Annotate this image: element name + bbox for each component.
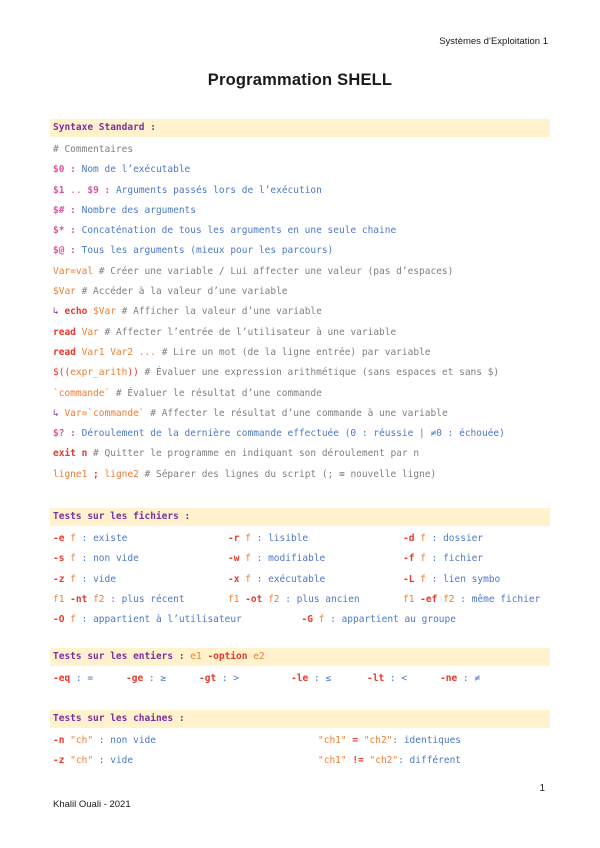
section-heading-entiers: Tests sur les entiers : e1 -option e2 [50,648,550,666]
strings-row [50,731,550,751]
file-test-cell: -e f : existe [53,533,128,544]
files-row-owner-group [50,610,550,630]
syntax-lines [50,140,550,485]
string-test-cell: -z "ch" : vide [53,755,134,767]
file-test-cell: -s f : non vide [53,553,139,565]
files-table [50,529,550,630]
code-line-dollar1-9: $1 .. $9 : Arguments passés lors de l’exécution [53,184,322,196]
file-test-cell: -d f : dossier [403,533,484,544]
code-line-dollar-star: $* : Concaténation de tous les arguments en une seule chaine [53,225,397,237]
files-row [50,549,550,569]
section-tests-chaines [50,710,550,772]
file-test-cell: f1 -ot f2 : plus ancien [228,593,360,605]
string-test-cell: "ch1" = "ch2": identiques [318,735,462,746]
file-test-cell: f1 -nt f2 : plus récent [53,593,185,605]
section-heading-syntaxe: Syntaxe Standard : [50,119,550,137]
file-test-cell: -x f : exécutable [228,573,326,585]
integer-test-item: -le : ≤ [291,673,332,684]
code-line-var-assign: Var=val # Créer une variable / Lui affecter une valeur (pas d’espaces) [53,265,454,277]
integer-test-item: -ge : ≥ [126,673,167,684]
file-test-cell: f1 -ef f2 : même fichier [403,593,541,605]
code-line-arith: $((expr_arith)) # Évaluer une expression arithmétique (sans espaces et sans $) [53,367,500,379]
code-line-dollar-at: $@ : Tous les arguments (mieux pour les parcours) [53,245,334,257]
section-tests-fichiers [50,508,550,630]
file-test-cell: -f f : fichier [403,553,484,565]
files-row [50,529,550,549]
integer-test-item: -eq : = [53,673,94,684]
code-line-read-multi: read Var1 Var2 ... # Lire un mot (de la ligne entrée) par variable [53,346,431,358]
files-row [50,590,550,610]
code-line-exit: exit n # Quitter le programme en indiquant son déroulement par n [53,448,420,460]
code-line-dollar0: $0 : Nom de l’exécutable [53,164,191,176]
section-heading-chaines: Tests sur les chaines : [50,710,550,728]
file-test-cell: -G f : appartient au groupe [301,614,456,626]
file-test-cell: -w f : modifiable [228,553,326,565]
code-line-dollar-var: $Var # Accéder à la valeur d’une variable [53,286,288,298]
file-test-cell: -r f : lisible [228,533,309,544]
strings-table [50,731,550,772]
code-line-semicolon: ligne1 ; ligne2 # Séparer des lignes du script (; ≡ nouvelle ligne) [53,468,437,480]
code-line-dollar-question: $? : Déroulement de la dernière commande effectuée (0 : réussie | ≠0 : échouée) [53,428,505,440]
code-line-dollar-hash: $# : Nombre des arguments [53,204,196,216]
strings-row [50,751,550,771]
integers-row [50,668,550,690]
footer-author: Khalil Ouali - 2021 [53,799,131,810]
page-title: Programmation SHELL [207,71,393,89]
page-number: 1 [539,783,545,794]
section-heading-fichiers: Tests sur les fichiers : [50,508,550,526]
code-line-comment: # Commentaires [53,144,134,155]
files-row [50,570,550,590]
file-test-cell: -L f : lien symbo [403,573,501,585]
header-course-label: Systèmes d’Exploitation 1 [439,36,548,47]
code-line-var-backtick: ↳ Var=`commande` # Affecter le résultat d’une commande à une variable [53,407,448,419]
integer-test-item: -gt : > [199,673,240,684]
file-test-cell: -O f : appartient à l’utilisateur [53,614,242,626]
file-test-cell: -z f : vide [53,573,116,585]
string-test-cell: -n "ch" : non vide [53,735,156,746]
code-line-backtick: `commande` # Évaluer le résultat d’une commande [53,387,322,399]
section-syntaxe-standard [50,119,550,485]
code-line-echo: ↳ echo $Var # Afficher la valeur d’une variable [53,306,322,318]
integer-test-item: -lt : < [367,673,408,684]
integer-test-item: -ne : ≠ [440,673,481,684]
string-test-cell: "ch1" != "ch2": différent [318,755,462,767]
code-line-read: read Var # Affecter l’entrée de l’utilisateur à une variable [53,326,397,338]
section-tests-entiers [50,648,550,690]
